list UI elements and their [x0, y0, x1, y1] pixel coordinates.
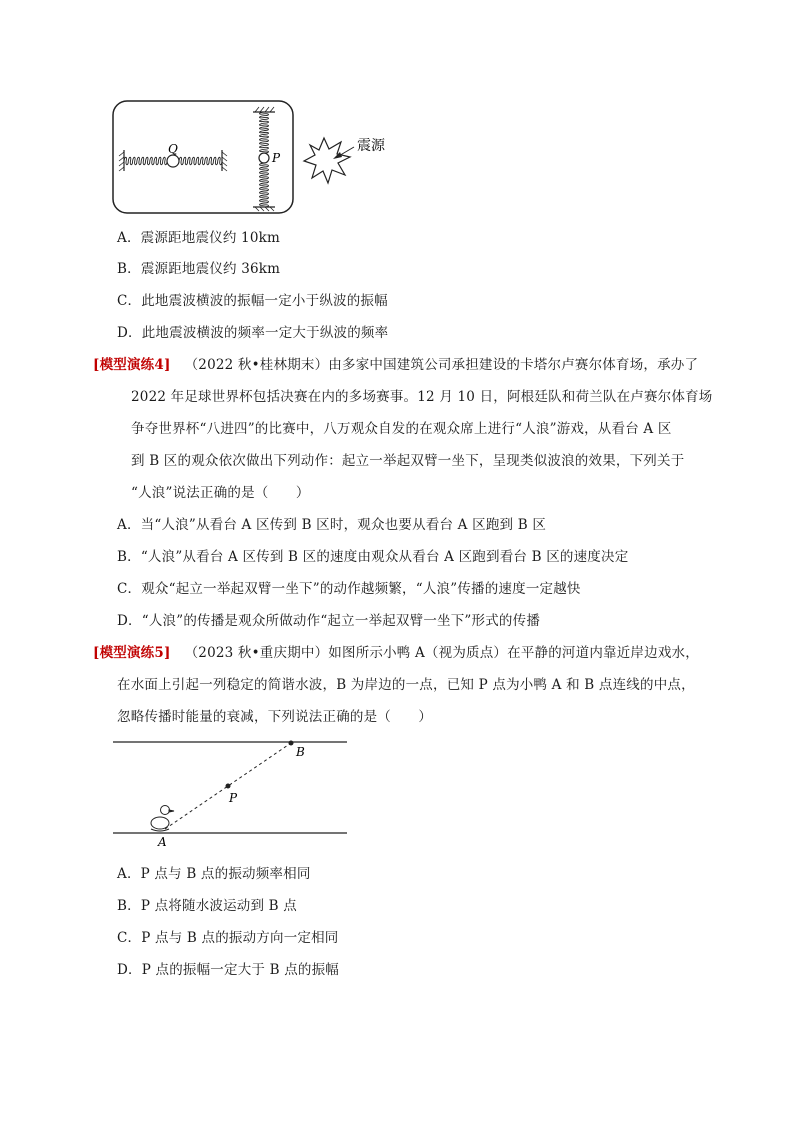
river-figure: [105, 732, 355, 852]
q4-option-c[interactable]: C．观众“起立一举起双臂一坐下”的动作越频繁，“人浪”传播的速度一定越快: [117, 581, 581, 597]
point-b: [289, 741, 294, 746]
q5-tag: [模型演练5]: [93, 645, 171, 661]
q5-option-c[interactable]: C．P 点与 B 点的振动方向一定相同: [117, 930, 339, 946]
p-label-fig: P: [229, 791, 238, 805]
p-label: P: [272, 151, 281, 165]
q3-option-d[interactable]: D．此地震波横波的频率一定大于纵波的频率: [117, 325, 389, 341]
q5-option-b[interactable]: B．P 点将随水波运动到 B 点: [117, 898, 297, 914]
q3-option-b[interactable]: B．震源距地震仪约 36km: [117, 261, 281, 277]
duck-icon: [151, 806, 174, 832]
q5-stem-line-3: 忽略传播时能量的衰减，下列说法正确的是（ ）: [117, 709, 433, 725]
q5-stem-line-2: 在水面上引起一列稳定的简谐水波，B 为岸边的一点，已知 P 点为小鸭 A 和 B 点连线的中点，: [117, 677, 695, 693]
q-label: Q: [168, 142, 178, 156]
q4-option-b[interactable]: B．“人浪”从看台 A 区传到 B 区的速度由观众从看台 A 区跑到看台 B 区的速度决定: [117, 549, 629, 565]
seismometer-figure: [105, 95, 405, 220]
q4-stem-line-4: 到 B 区的观众依次做出下列动作：起立一举起双臂一坐下，呈现类似波浪的效果，下列关于: [131, 453, 685, 469]
q4-stem-line-2: 2022 年足球世界杯包括决赛在内的多场赛事。12 月 10 日，阿根廷队和荷兰队在卢赛尔体育场: [131, 389, 713, 405]
explosion-icon: [304, 138, 350, 183]
q5-option-a[interactable]: A．P 点与 B 点的振动频率相同: [117, 866, 311, 882]
source-label: 震源: [357, 138, 385, 154]
point-p: [226, 784, 231, 789]
q4-stem-line-1: [模型演练4] （2022 秋•桂林期末）由多家中国建筑公司承担建设的卡塔尔卢赛尔体育场，承办了: [93, 357, 699, 373]
a-label: A: [158, 835, 167, 849]
q4-option-a[interactable]: A．当“人浪”从看台 A 区传到 B 区时，观众也要从看台 A 区跑到 B 区: [117, 517, 547, 533]
q4-stem-line-3: 争夺世界杯“八进四”的比赛中，八万观众自发的在观众席上进行“人浪”游戏，从看台 A 区: [131, 421, 672, 437]
q4-tag: [模型演练4]: [93, 357, 171, 373]
q5-stem-line-1: [模型演练5] （2023 秋•重庆期中）如图所示小鸭 A（视为质点）在平静的河道内靠近岸边戏水，: [93, 645, 699, 661]
b-label: B: [296, 745, 305, 759]
q3-option-c[interactable]: C．此地震波横波的振幅一定小于纵波的振幅: [117, 293, 388, 309]
q3-option-a[interactable]: A．震源距地震仪约 10km: [117, 230, 281, 246]
q5-option-d[interactable]: D．P 点的振幅一定大于 B 点的振幅: [117, 962, 340, 978]
q4-stem-line-5: “人浪”说法正确的是（ ）: [131, 485, 310, 501]
q4-option-d[interactable]: D．“人浪”的传播是观众所做动作“起立一举起双臂一坐下”形式的传播: [117, 613, 541, 629]
